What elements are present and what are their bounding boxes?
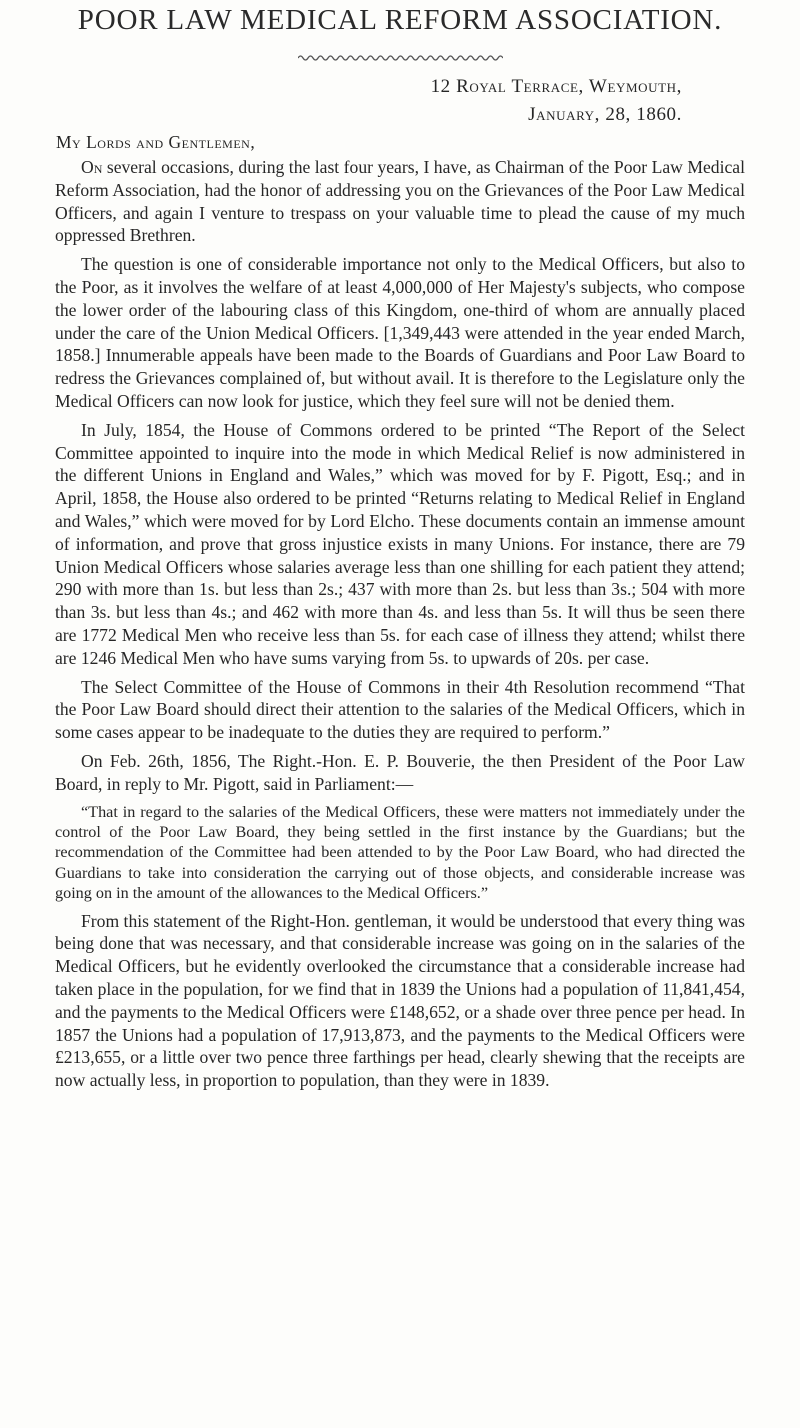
paragraph-lead: On <box>81 157 103 177</box>
paragraph-text: The question is one of considerable importance not only to the Medical Officers, but also to the Poor, as it involves the welfare of at least 4,000,000 of Her Majesty's subjects, who compose the lower order of the labouring class of this Kingdom, one-third of whom are annually placed under the care of the Union Medical Officers. [1,349,443 were attended in the year ended March, 1858.] Innumerable appeals have been made to the Boards of Guardians and Poor Law Board to redress the Grievances complained of, but without avail. It is therefore to the Legislature only the Medical Officers can now look for justice, which they feel sure will not be denied them. <box>55 254 745 411</box>
paragraph <box>55 253 745 413</box>
paragraph <box>55 156 745 247</box>
decorative-rule <box>298 54 503 62</box>
letter-date: January, 28, 1860. <box>528 104 682 125</box>
quoted-statement: “That in regard to the salaries of the Medical Officers, these were matters not immediately under the control of the Poor Law Board, they being settled in the first instance by the Guardians; but the recommendation of the Committee had been attended to by the Poor Law Board, who had directed the Guardians to take into consideration the carrying out of those objects, and considerable increase was going on in the amount of the allowances to the Medical Officers.” <box>55 802 745 903</box>
paragraph-text: On Feb. 26th, 1856, The Right.-Hon. E. P. Bouverie, the then President of the Poor Law Board, in reply to Mr. Pigott, said in Parliament:— <box>55 750 745 794</box>
letter-body <box>55 156 745 1098</box>
address-line: 12 Royal Terrace, Weymouth, <box>430 76 682 97</box>
sender-address <box>431 73 682 129</box>
paragraph-text: In July, 1854, the House of Commons ordered to be printed “The Report of the Select Committee appointed to inquire into the mode in which Medical Relief is now administered in the different Unions in England and Wales,” which was moved for by F. Pigott, Esq.; and in April, 1858, the House also ordered to be printed “Returns relating to Medical Relief in England and Wales,” which were moved for by Lord Elcho. These documents contain an immense amount of information, and prove that gross injustice exists in many Unions. For instance, there are 79 Union Medical Officers whose salaries average less than one shilling for each patient they attend; 290 with more than 1s. but less than 2s.; 437 with more than 2s. but less than 3s.; 504 with more than 3s. but less than 4s.; and 462 with more than 4s. and less than 5s. It will thus be seen there are 1772 Medical Men who receive less than 5s. for each case of illness they attend; whilst there are 1246 Medical Men who have sums varying from 5s. to upwards of 20s. per case. <box>55 419 745 668</box>
paragraph-text: several occasions, during the last four years, I have, as Chairman of the Poor Law Medical Reform Association, had the honor of addressing you on the Grievances of the Poor Law Medical Officers, and again I venture to trespass on your valuable time to plead the cause of my much oppressed Brethren. <box>55 157 745 246</box>
page-header-title: POOR LAW MEDICAL REFORM ASSOCIATION. <box>77 4 723 36</box>
paragraph <box>55 419 745 670</box>
paragraph <box>55 750 745 796</box>
closing-paragraph: From this statement of the Right-Hon. gentleman, it would be understood that every thing was being done that was necessary, and that considerable increase was going on in the salaries of the Medical Officers, but he evidently overlooked the circumstance that a considerable increase had taken place in the population, for we find that in 1839 the Unions had a population of 11,841,454, and the payments to the Medical Officers were £148,652, or a shade over three pence per head. In 1857 the Unions had a population of 17,913,873, and the payments to the Medical Officers were £213,655, or a little over two pence three farthings per head, clearly shewing that the receipts are now actually less, in proportion to population, than they were in 1839. <box>55 910 745 1091</box>
salutation: My Lords and Gentlemen, <box>56 132 256 152</box>
paragraph-text: The Select Committee of the House of Commons in their 4th Resolution recommend “That the Poor Law Board should direct their attention to the salaries of the Medical Officers, which in some cases appear to be inadequate to the duties they are required to perform.” <box>55 676 745 743</box>
paragraph <box>55 676 745 744</box>
